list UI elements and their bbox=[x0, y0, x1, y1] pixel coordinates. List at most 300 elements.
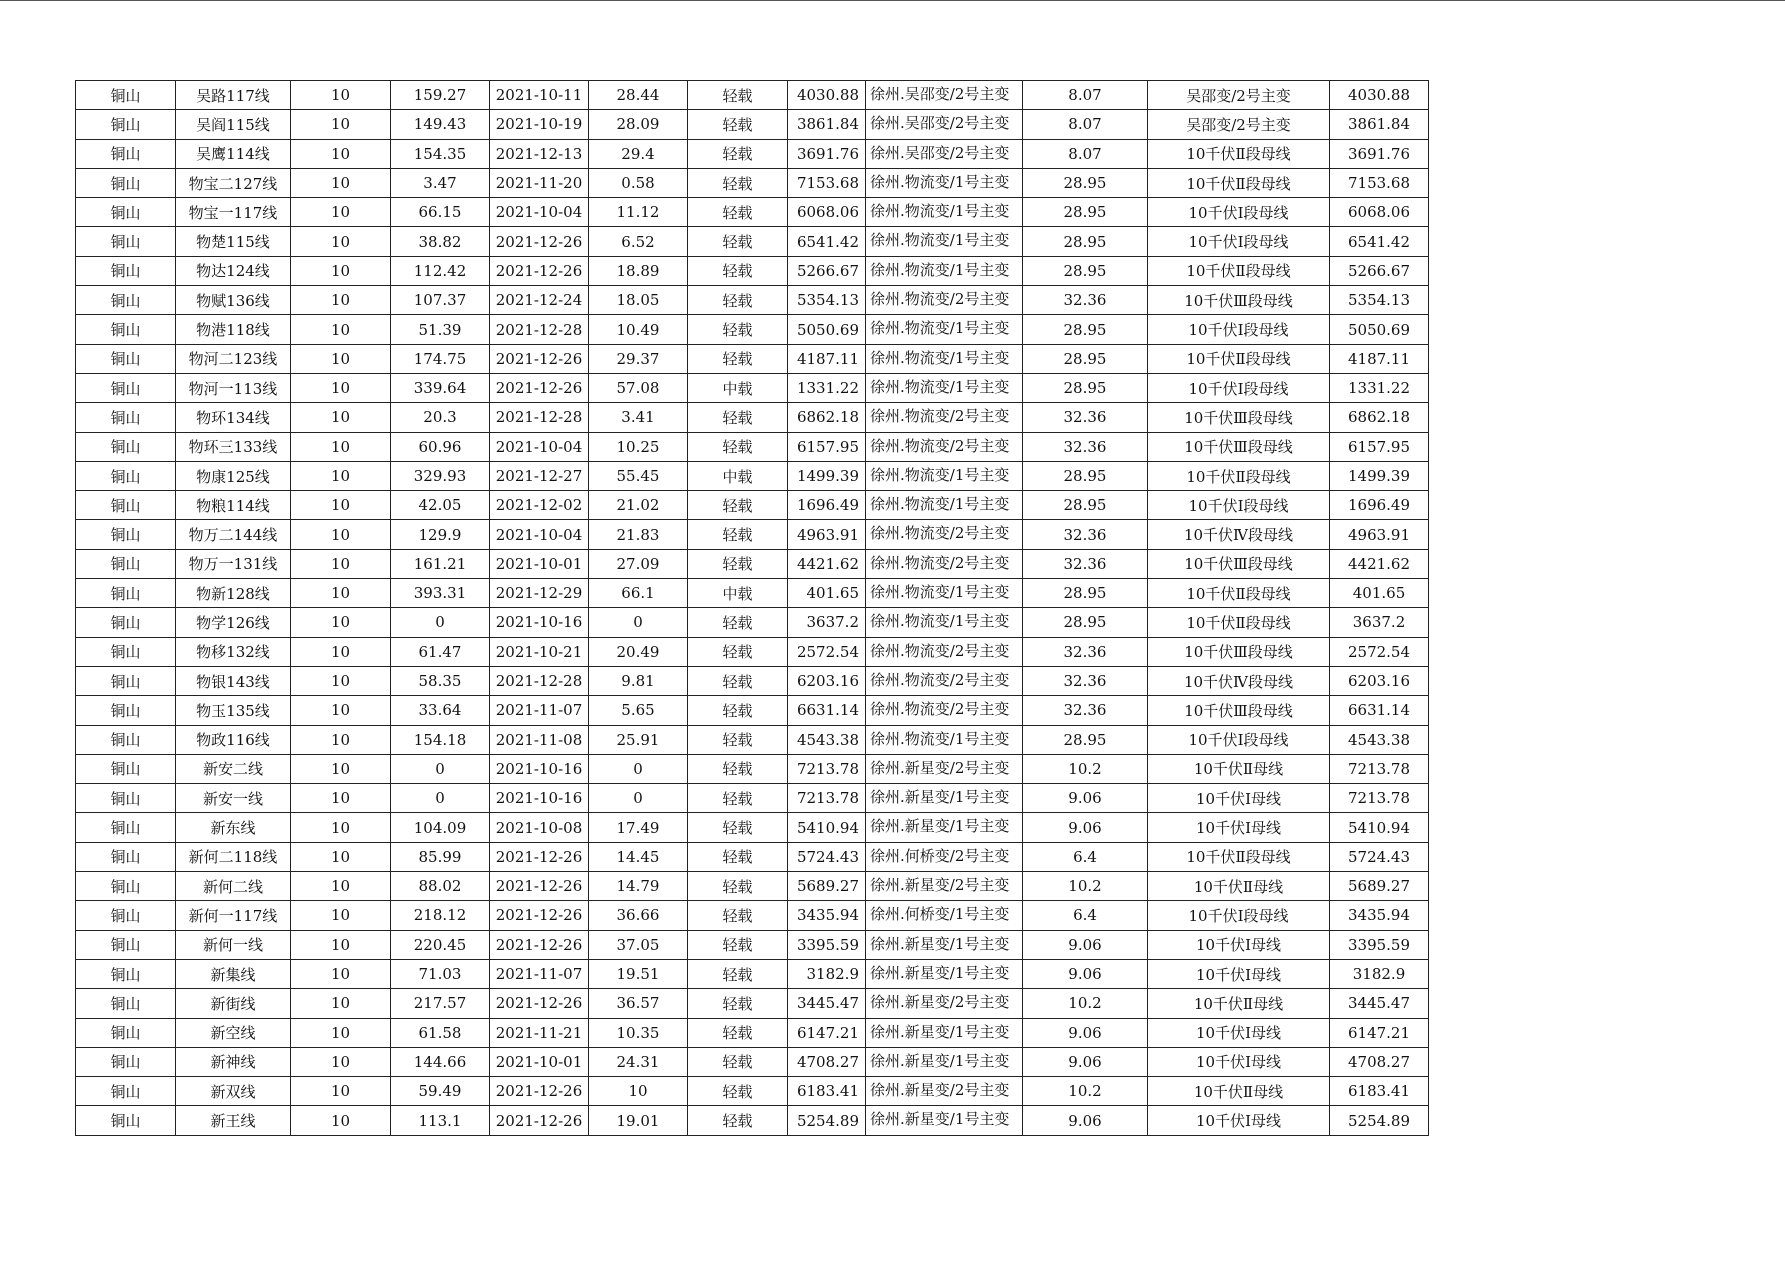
cell-transformer-load-rate: 32.36 bbox=[1023, 403, 1148, 432]
cell-line-name: 吴路117线 bbox=[176, 81, 291, 110]
cell-date: 2021-12-28 bbox=[490, 666, 589, 695]
cell-load-rate: 18.05 bbox=[589, 286, 688, 315]
cell-load-rate: 10.35 bbox=[589, 1018, 688, 1047]
cell-substation-transformer bbox=[866, 403, 1023, 432]
cell-line-margin: 401.65 bbox=[1330, 579, 1429, 608]
cell-voltage: 10 bbox=[291, 198, 391, 227]
cell-load-status: 轻载 bbox=[688, 1018, 788, 1047]
table-row bbox=[76, 930, 1429, 959]
cell-line-margin: 3182.9 bbox=[1330, 959, 1429, 988]
cell-line-name: 新王线 bbox=[176, 1106, 291, 1135]
cell-load-rate: 0 bbox=[589, 784, 688, 813]
substation-text: 徐州.吴邵变/2号主变 bbox=[870, 114, 1010, 133]
cell-transformer-load-rate: 9.06 bbox=[1023, 813, 1148, 842]
cell-line-name: 物宝二127线 bbox=[176, 168, 291, 197]
table-row bbox=[76, 139, 1429, 168]
cell-date: 2021-12-26 bbox=[490, 842, 589, 871]
cell-bus-name: 10千伏Ⅱ段母线 bbox=[1148, 579, 1330, 608]
substation-text: 徐州.物流变/2号主变 bbox=[870, 290, 1010, 309]
cell-load-rate: 19.01 bbox=[589, 1106, 688, 1135]
cell-load-status: 中载 bbox=[688, 461, 788, 490]
cell-load-rate: 10.25 bbox=[589, 432, 688, 461]
cell-bus-name: 10千伏Ⅱ母线 bbox=[1148, 989, 1330, 1018]
cell-voltage: 10 bbox=[291, 813, 391, 842]
cell-transformer-load-rate: 28.95 bbox=[1023, 168, 1148, 197]
cell-bus-name: 10千伏Ⅰ母线 bbox=[1148, 1047, 1330, 1076]
cell-line-name: 吴鹰114线 bbox=[176, 139, 291, 168]
cell-line-margin: 4187.11 bbox=[1330, 344, 1429, 373]
cell-transformer-load-rate: 10.2 bbox=[1023, 754, 1148, 783]
cell-current: 107.37 bbox=[391, 286, 490, 315]
cell-transformer-load-rate: 9.06 bbox=[1023, 1106, 1148, 1135]
cell-substation-transformer bbox=[866, 696, 1023, 725]
cell-bus-name: 10千伏Ⅲ段母线 bbox=[1148, 432, 1330, 461]
cell-remaining-capacity: 5354.13 bbox=[788, 286, 866, 315]
cell-load-rate: 29.4 bbox=[589, 139, 688, 168]
substation-text: 徐州.物流变/2号主变 bbox=[870, 670, 1010, 689]
cell-remaining-capacity: 1696.49 bbox=[788, 491, 866, 520]
cell-substation-transformer bbox=[866, 930, 1023, 959]
cell-load-status: 轻载 bbox=[688, 989, 788, 1018]
cell-line-name: 物赋136线 bbox=[176, 286, 291, 315]
cell-load-status: 轻载 bbox=[688, 139, 788, 168]
cell-voltage: 10 bbox=[291, 491, 391, 520]
cell-remaining-capacity: 5266.67 bbox=[788, 256, 866, 285]
cell-bus-name: 10千伏Ⅰ母线 bbox=[1148, 784, 1330, 813]
cell-load-status: 轻载 bbox=[688, 432, 788, 461]
cell-current: 393.31 bbox=[391, 579, 490, 608]
cell-load-status: 轻载 bbox=[688, 491, 788, 520]
cell-voltage: 10 bbox=[291, 520, 391, 549]
cell-substation-transformer bbox=[866, 784, 1023, 813]
table-row bbox=[76, 461, 1429, 490]
cell-load-status: 轻载 bbox=[688, 1106, 788, 1135]
cell-date: 2021-12-13 bbox=[490, 139, 589, 168]
cell-bus-name: 10千伏Ⅲ段母线 bbox=[1148, 637, 1330, 666]
cell-district: 铜山 bbox=[76, 491, 176, 520]
cell-load-status: 中载 bbox=[688, 579, 788, 608]
table-row bbox=[76, 432, 1429, 461]
cell-bus-name: 10千伏Ⅰ段母线 bbox=[1148, 227, 1330, 256]
cell-voltage: 10 bbox=[291, 110, 391, 139]
cell-line-name: 物玉135线 bbox=[176, 696, 291, 725]
cell-load-status: 轻载 bbox=[688, 754, 788, 783]
cell-current: 113.1 bbox=[391, 1106, 490, 1135]
cell-district: 铜山 bbox=[76, 930, 176, 959]
cell-transformer-load-rate: 6.4 bbox=[1023, 901, 1148, 930]
table-row bbox=[76, 198, 1429, 227]
cell-load-rate: 29.37 bbox=[589, 344, 688, 373]
cell-load-status: 轻载 bbox=[688, 930, 788, 959]
cell-current: 174.75 bbox=[391, 344, 490, 373]
cell-substation-transformer bbox=[866, 549, 1023, 578]
cell-remaining-capacity: 5410.94 bbox=[788, 813, 866, 842]
cell-district: 铜山 bbox=[76, 549, 176, 578]
cell-remaining-capacity: 6862.18 bbox=[788, 403, 866, 432]
cell-district: 铜山 bbox=[76, 666, 176, 695]
table-row bbox=[76, 813, 1429, 842]
cell-remaining-capacity: 6183.41 bbox=[788, 1077, 866, 1106]
cell-district: 铜山 bbox=[76, 901, 176, 930]
cell-substation-transformer bbox=[866, 344, 1023, 373]
substation-text: 徐州.物流变/2号主变 bbox=[870, 641, 1010, 660]
cell-line-name: 物楚115线 bbox=[176, 227, 291, 256]
cell-substation-transformer bbox=[866, 1077, 1023, 1106]
cell-load-rate: 20.49 bbox=[589, 637, 688, 666]
cell-load-rate: 10.49 bbox=[589, 315, 688, 344]
cell-district: 铜山 bbox=[76, 959, 176, 988]
cell-line-name: 新安一线 bbox=[176, 784, 291, 813]
cell-remaining-capacity: 5254.89 bbox=[788, 1106, 866, 1135]
substation-text: 徐州.物流变/1号主变 bbox=[870, 583, 1010, 602]
cell-date: 2021-12-29 bbox=[490, 579, 589, 608]
top-rule bbox=[0, 0, 1785, 1]
table-row bbox=[76, 725, 1429, 754]
cell-district: 铜山 bbox=[76, 286, 176, 315]
cell-line-name: 物河二123线 bbox=[176, 344, 291, 373]
substation-text: 徐州.新星变/1号主变 bbox=[870, 1051, 1010, 1070]
cell-line-name: 物港118线 bbox=[176, 315, 291, 344]
cell-transformer-load-rate: 10.2 bbox=[1023, 989, 1148, 1018]
substation-text: 徐州.吴邵变/2号主变 bbox=[870, 143, 1010, 162]
cell-substation-transformer bbox=[866, 461, 1023, 490]
cell-line-margin: 6541.42 bbox=[1330, 227, 1429, 256]
cell-voltage: 10 bbox=[291, 959, 391, 988]
substation-text: 徐州.新星变/1号主变 bbox=[870, 963, 1010, 982]
cell-current: 218.12 bbox=[391, 901, 490, 930]
cell-remaining-capacity: 6203.16 bbox=[788, 666, 866, 695]
cell-remaining-capacity: 5689.27 bbox=[788, 872, 866, 901]
cell-substation-transformer bbox=[866, 842, 1023, 871]
cell-transformer-load-rate: 28.95 bbox=[1023, 608, 1148, 637]
cell-transformer-load-rate: 28.95 bbox=[1023, 227, 1148, 256]
cell-line-margin: 5724.43 bbox=[1330, 842, 1429, 871]
cell-load-status: 轻载 bbox=[688, 696, 788, 725]
cell-bus-name: 10千伏Ⅰ段母线 bbox=[1148, 315, 1330, 344]
cell-substation-transformer bbox=[866, 139, 1023, 168]
cell-load-rate: 10 bbox=[589, 1077, 688, 1106]
cell-line-margin: 3395.59 bbox=[1330, 930, 1429, 959]
cell-substation-transformer bbox=[866, 1018, 1023, 1047]
cell-remaining-capacity: 3637.2 bbox=[788, 608, 866, 637]
cell-district: 铜山 bbox=[76, 725, 176, 754]
cell-line-margin: 6203.16 bbox=[1330, 666, 1429, 695]
cell-remaining-capacity: 3445.47 bbox=[788, 989, 866, 1018]
cell-substation-transformer bbox=[866, 1106, 1023, 1135]
cell-voltage: 10 bbox=[291, 666, 391, 695]
cell-date: 2021-12-28 bbox=[490, 315, 589, 344]
cell-substation-transformer bbox=[866, 520, 1023, 549]
cell-transformer-load-rate: 10.2 bbox=[1023, 1077, 1148, 1106]
cell-remaining-capacity: 7213.78 bbox=[788, 784, 866, 813]
table-row bbox=[76, 256, 1429, 285]
cell-voltage: 10 bbox=[291, 637, 391, 666]
cell-current: 59.49 bbox=[391, 1077, 490, 1106]
cell-current: 3.47 bbox=[391, 168, 490, 197]
cell-bus-name: 10千伏Ⅰ段母线 bbox=[1148, 491, 1330, 520]
substation-text: 徐州.物流变/1号主变 bbox=[870, 202, 1010, 221]
substation-text: 徐州.物流变/1号主变 bbox=[870, 612, 1010, 631]
cell-line-margin: 3637.2 bbox=[1330, 608, 1429, 637]
cell-load-rate: 55.45 bbox=[589, 461, 688, 490]
cell-load-rate: 17.49 bbox=[589, 813, 688, 842]
cell-bus-name: 10千伏Ⅲ段母线 bbox=[1148, 696, 1330, 725]
table-row bbox=[76, 344, 1429, 373]
cell-load-status: 轻载 bbox=[688, 198, 788, 227]
cell-load-status: 轻载 bbox=[688, 168, 788, 197]
table-row bbox=[76, 754, 1429, 783]
cell-line-margin: 6068.06 bbox=[1330, 198, 1429, 227]
table-row bbox=[76, 491, 1429, 520]
cell-substation-transformer bbox=[866, 81, 1023, 110]
cell-line-margin: 2572.54 bbox=[1330, 637, 1429, 666]
cell-transformer-load-rate: 8.07 bbox=[1023, 110, 1148, 139]
cell-load-rate: 21.02 bbox=[589, 491, 688, 520]
cell-load-rate: 5.65 bbox=[589, 696, 688, 725]
cell-transformer-load-rate: 32.36 bbox=[1023, 666, 1148, 695]
table-row bbox=[76, 81, 1429, 110]
cell-load-status: 轻载 bbox=[688, 784, 788, 813]
cell-current: 85.99 bbox=[391, 842, 490, 871]
cell-date: 2021-11-20 bbox=[490, 168, 589, 197]
cell-voltage: 10 bbox=[291, 872, 391, 901]
cell-transformer-load-rate: 28.95 bbox=[1023, 198, 1148, 227]
substation-text: 徐州.新星变/1号主变 bbox=[870, 1110, 1010, 1129]
cell-transformer-load-rate: 8.07 bbox=[1023, 81, 1148, 110]
cell-load-status: 轻载 bbox=[688, 286, 788, 315]
cell-remaining-capacity: 4543.38 bbox=[788, 725, 866, 754]
cell-line-margin: 3861.84 bbox=[1330, 110, 1429, 139]
cell-current: 61.47 bbox=[391, 637, 490, 666]
cell-substation-transformer bbox=[866, 110, 1023, 139]
cell-bus-name: 10千伏Ⅰ母线 bbox=[1148, 930, 1330, 959]
substation-text: 徐州.物流变/1号主变 bbox=[870, 377, 1010, 396]
cell-line-margin: 5266.67 bbox=[1330, 256, 1429, 285]
cell-substation-transformer bbox=[866, 608, 1023, 637]
cell-load-status: 轻载 bbox=[688, 344, 788, 373]
cell-load-status: 轻载 bbox=[688, 256, 788, 285]
cell-line-margin: 6157.95 bbox=[1330, 432, 1429, 461]
cell-load-rate: 27.09 bbox=[589, 549, 688, 578]
substation-text: 徐州.何桥变/2号主变 bbox=[870, 846, 1010, 865]
cell-load-rate: 28.44 bbox=[589, 81, 688, 110]
cell-date: 2021-12-26 bbox=[490, 930, 589, 959]
cell-load-status: 轻载 bbox=[688, 842, 788, 871]
cell-date: 2021-12-24 bbox=[490, 286, 589, 315]
cell-date: 2021-10-19 bbox=[490, 110, 589, 139]
substation-text: 徐州.物流变/1号主变 bbox=[870, 260, 1010, 279]
cell-line-margin: 1499.39 bbox=[1330, 461, 1429, 490]
substation-text: 徐州.新星变/1号主变 bbox=[870, 788, 1010, 807]
cell-district: 铜山 bbox=[76, 754, 176, 783]
substation-text: 徐州.物流变/2号主变 bbox=[870, 524, 1010, 543]
cell-voltage: 10 bbox=[291, 842, 391, 871]
cell-remaining-capacity: 7153.68 bbox=[788, 168, 866, 197]
cell-load-rate: 3.41 bbox=[589, 403, 688, 432]
table-row bbox=[76, 168, 1429, 197]
cell-district: 铜山 bbox=[76, 842, 176, 871]
cell-substation-transformer bbox=[866, 813, 1023, 842]
cell-line-name: 新何二线 bbox=[176, 872, 291, 901]
substation-text: 徐州.物流变/1号主变 bbox=[870, 729, 1010, 748]
cell-district: 铜山 bbox=[76, 198, 176, 227]
cell-transformer-load-rate: 9.06 bbox=[1023, 1018, 1148, 1047]
cell-district: 铜山 bbox=[76, 81, 176, 110]
cell-voltage: 10 bbox=[291, 696, 391, 725]
cell-current: 60.96 bbox=[391, 432, 490, 461]
substation-text: 徐州.物流变/2号主变 bbox=[870, 553, 1010, 572]
cell-line-name: 新何二118线 bbox=[176, 842, 291, 871]
substation-text: 徐州.物流变/2号主变 bbox=[870, 407, 1010, 426]
substation-text: 徐州.新星变/2号主变 bbox=[870, 1081, 1010, 1100]
cell-line-margin: 1696.49 bbox=[1330, 491, 1429, 520]
cell-voltage: 10 bbox=[291, 579, 391, 608]
cell-substation-transformer bbox=[866, 872, 1023, 901]
cell-load-status: 轻载 bbox=[688, 1047, 788, 1076]
cell-date: 2021-10-16 bbox=[490, 784, 589, 813]
cell-current: 51.39 bbox=[391, 315, 490, 344]
cell-substation-transformer bbox=[866, 227, 1023, 256]
cell-bus-name: 10千伏Ⅱ母线 bbox=[1148, 754, 1330, 783]
cell-current: 220.45 bbox=[391, 930, 490, 959]
cell-remaining-capacity: 4963.91 bbox=[788, 520, 866, 549]
cell-load-rate: 0.58 bbox=[589, 168, 688, 197]
cell-bus-name: 10千伏Ⅰ母线 bbox=[1148, 813, 1330, 842]
cell-line-name: 物康125线 bbox=[176, 461, 291, 490]
cell-bus-name: 10千伏Ⅲ段母线 bbox=[1148, 549, 1330, 578]
cell-current: 154.18 bbox=[391, 725, 490, 754]
substation-text: 徐州.物流变/2号主变 bbox=[870, 436, 1010, 455]
cell-current: 71.03 bbox=[391, 959, 490, 988]
cell-line-margin: 7213.78 bbox=[1330, 784, 1429, 813]
cell-current: 61.58 bbox=[391, 1018, 490, 1047]
cell-current: 38.82 bbox=[391, 227, 490, 256]
cell-transformer-load-rate: 32.36 bbox=[1023, 432, 1148, 461]
table-row bbox=[76, 989, 1429, 1018]
table-row bbox=[76, 520, 1429, 549]
cell-line-name: 物移132线 bbox=[176, 637, 291, 666]
cell-line-name: 新何一线 bbox=[176, 930, 291, 959]
cell-line-margin: 7153.68 bbox=[1330, 168, 1429, 197]
cell-load-rate: 19.51 bbox=[589, 959, 688, 988]
table-row bbox=[76, 901, 1429, 930]
cell-bus-name: 10千伏Ⅰ母线 bbox=[1148, 1106, 1330, 1135]
cell-transformer-load-rate: 8.07 bbox=[1023, 139, 1148, 168]
cell-district: 铜山 bbox=[76, 315, 176, 344]
cell-line-name: 新东线 bbox=[176, 813, 291, 842]
table-row bbox=[76, 1106, 1429, 1135]
cell-voltage: 10 bbox=[291, 139, 391, 168]
cell-line-name: 物政116线 bbox=[176, 725, 291, 754]
cell-remaining-capacity: 7213.78 bbox=[788, 754, 866, 783]
cell-load-rate: 24.31 bbox=[589, 1047, 688, 1076]
cell-load-rate: 66.1 bbox=[589, 579, 688, 608]
cell-district: 铜山 bbox=[76, 520, 176, 549]
cell-voltage: 10 bbox=[291, 1077, 391, 1106]
cell-load-status: 轻载 bbox=[688, 637, 788, 666]
substation-text: 徐州.物流变/1号主变 bbox=[870, 319, 1010, 338]
cell-transformer-load-rate: 28.95 bbox=[1023, 579, 1148, 608]
cell-transformer-load-rate: 28.95 bbox=[1023, 344, 1148, 373]
cell-date: 2021-10-04 bbox=[490, 432, 589, 461]
cell-line-margin: 6147.21 bbox=[1330, 1018, 1429, 1047]
cell-load-status: 轻载 bbox=[688, 959, 788, 988]
cell-load-status: 轻载 bbox=[688, 549, 788, 578]
substation-text: 徐州.物流变/1号主变 bbox=[870, 231, 1010, 250]
cell-voltage: 10 bbox=[291, 754, 391, 783]
table-row bbox=[76, 373, 1429, 402]
cell-load-rate: 14.79 bbox=[589, 872, 688, 901]
cell-line-name: 新神线 bbox=[176, 1047, 291, 1076]
cell-current: 217.57 bbox=[391, 989, 490, 1018]
cell-line-margin: 4421.62 bbox=[1330, 549, 1429, 578]
cell-load-status: 轻载 bbox=[688, 666, 788, 695]
cell-district: 铜山 bbox=[76, 256, 176, 285]
cell-remaining-capacity: 4187.11 bbox=[788, 344, 866, 373]
cell-district: 铜山 bbox=[76, 168, 176, 197]
cell-district: 铜山 bbox=[76, 696, 176, 725]
cell-load-rate: 36.57 bbox=[589, 989, 688, 1018]
cell-load-rate: 28.09 bbox=[589, 110, 688, 139]
table-row bbox=[76, 959, 1429, 988]
cell-district: 铜山 bbox=[76, 373, 176, 402]
cell-date: 2021-10-08 bbox=[490, 813, 589, 842]
cell-remaining-capacity: 5724.43 bbox=[788, 842, 866, 871]
cell-date: 2021-10-11 bbox=[490, 81, 589, 110]
cell-substation-transformer bbox=[866, 1047, 1023, 1076]
cell-bus-name: 10千伏Ⅱ段母线 bbox=[1148, 344, 1330, 373]
cell-district: 铜山 bbox=[76, 1077, 176, 1106]
cell-load-rate: 14.45 bbox=[589, 842, 688, 871]
cell-load-status: 轻载 bbox=[688, 901, 788, 930]
cell-transformer-load-rate: 6.4 bbox=[1023, 842, 1148, 871]
cell-district: 铜山 bbox=[76, 432, 176, 461]
table-row bbox=[76, 872, 1429, 901]
cell-transformer-load-rate: 28.95 bbox=[1023, 373, 1148, 402]
cell-voltage: 10 bbox=[291, 432, 391, 461]
cell-date: 2021-10-16 bbox=[490, 754, 589, 783]
cell-line-margin: 1331.22 bbox=[1330, 373, 1429, 402]
cell-voltage: 10 bbox=[291, 168, 391, 197]
cell-line-name: 物环134线 bbox=[176, 403, 291, 432]
cell-date: 2021-12-26 bbox=[490, 901, 589, 930]
cell-date: 2021-11-07 bbox=[490, 959, 589, 988]
table-row bbox=[76, 784, 1429, 813]
cell-bus-name: 10千伏Ⅱ段母线 bbox=[1148, 461, 1330, 490]
substation-text: 徐州.新星变/2号主变 bbox=[870, 758, 1010, 777]
cell-voltage: 10 bbox=[291, 373, 391, 402]
cell-current: 104.09 bbox=[391, 813, 490, 842]
substation-text: 徐州.吴邵变/2号主变 bbox=[870, 85, 1010, 103]
cell-district: 铜山 bbox=[76, 784, 176, 813]
cell-load-rate: 9.81 bbox=[589, 666, 688, 695]
substation-text: 徐州.物流变/1号主变 bbox=[870, 495, 1010, 514]
cell-date: 2021-12-26 bbox=[490, 256, 589, 285]
cell-line-name: 新集线 bbox=[176, 959, 291, 988]
cell-date: 2021-12-26 bbox=[490, 227, 589, 256]
cell-line-margin: 4030.88 bbox=[1330, 81, 1429, 110]
cell-remaining-capacity: 4421.62 bbox=[788, 549, 866, 578]
cell-remaining-capacity: 1331.22 bbox=[788, 373, 866, 402]
cell-voltage: 10 bbox=[291, 930, 391, 959]
cell-district: 铜山 bbox=[76, 139, 176, 168]
table-row bbox=[76, 666, 1429, 695]
cell-transformer-load-rate: 28.95 bbox=[1023, 256, 1148, 285]
substation-text: 徐州.何桥变/1号主变 bbox=[870, 905, 1010, 924]
substation-text: 徐州.物流变/2号主变 bbox=[870, 700, 1010, 719]
cell-line-name: 新何一117线 bbox=[176, 901, 291, 930]
cell-load-rate: 0 bbox=[589, 608, 688, 637]
